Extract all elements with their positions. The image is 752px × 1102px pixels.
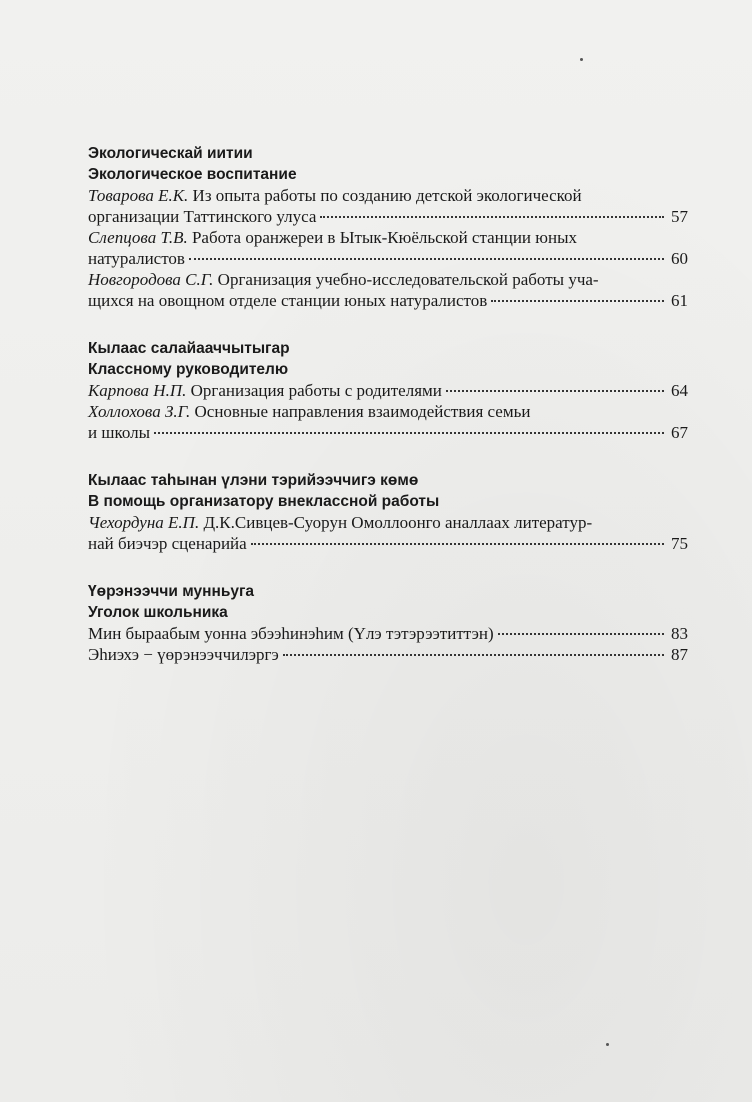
toc-section bbox=[88, 143, 688, 311]
toc-entry[interactable] bbox=[88, 269, 688, 311]
speck bbox=[606, 1043, 609, 1046]
toc-entry[interactable] bbox=[88, 512, 688, 554]
entry-author: Холлохова З.Г. bbox=[88, 402, 191, 421]
entry-title: Работа оранжереи в Ытык-Кюёльской станции юных bbox=[191, 228, 578, 247]
entry-author: Слепцова Т.В. bbox=[88, 228, 188, 247]
entry-author: Новгородова С.Г. bbox=[88, 270, 214, 289]
page-number: 67 bbox=[671, 423, 688, 442]
leader-dots bbox=[154, 432, 664, 434]
leader-dots bbox=[498, 633, 664, 635]
page-number: 60 bbox=[671, 249, 688, 268]
entry-author: Товарова Е.К. bbox=[88, 186, 189, 205]
entry-title: Из опыта работы по созданию детской экологической bbox=[192, 186, 582, 205]
toc-entry[interactable] bbox=[88, 401, 688, 443]
section-title-russian: Классному руководителю bbox=[88, 361, 289, 378]
speck bbox=[580, 58, 583, 61]
section-title-russian: Уголок школьника bbox=[88, 604, 228, 621]
entry-title-cont: организации Таттинского улуса bbox=[88, 207, 317, 226]
toc-section bbox=[88, 581, 688, 665]
leader-dots bbox=[320, 216, 664, 218]
section-title-sakha: Үөрэнээччи мунньуга bbox=[88, 583, 255, 600]
page-number: 61 bbox=[671, 291, 688, 310]
section-title-russian: Экологическое воспитание bbox=[88, 166, 297, 183]
entry-title: Организация работы с родителями bbox=[190, 381, 442, 400]
toc-section bbox=[88, 338, 688, 443]
entry-title: Эһиэхэ − үөрэнээччилэргэ bbox=[88, 645, 279, 664]
page-number: 57 bbox=[671, 207, 688, 226]
section-title-sakha: Кылаас салайааччытыгар bbox=[88, 340, 290, 357]
entry-title-cont: и школы bbox=[88, 423, 151, 442]
toc-section bbox=[88, 470, 688, 554]
entry-title-cont: най биэчэр сценарийа bbox=[88, 534, 247, 553]
leader-dots bbox=[491, 300, 664, 302]
table-of-contents bbox=[88, 143, 688, 692]
entry-author: Чехордуна Е.П. bbox=[88, 513, 200, 532]
page-number: 64 bbox=[671, 381, 688, 400]
leader-dots bbox=[446, 390, 664, 392]
section-title-russian: В помощь организатору внеклассной работы bbox=[88, 493, 440, 510]
leader-dots bbox=[283, 654, 664, 656]
section-title-sakha: Кылаас таһынан үлэни тэрийээччигэ көмө bbox=[88, 472, 419, 489]
toc-entry[interactable] bbox=[88, 623, 688, 644]
leader-dots bbox=[189, 258, 664, 260]
page-number: 75 bbox=[671, 534, 688, 553]
section-title-sakha: Экологическай иитии bbox=[88, 145, 253, 162]
entry-title: Организация учебно-исследовательской работы уча- bbox=[217, 270, 599, 289]
entry-title: Основные направления взаимодействия семьи bbox=[194, 402, 531, 421]
entry-title: Мин быраабым уонна эбээһинэһим (Үлэ тэтэрээтиттэн) bbox=[88, 624, 494, 643]
leader-dots bbox=[251, 543, 664, 545]
entry-title-cont: натуралистов bbox=[88, 249, 185, 268]
toc-entry[interactable] bbox=[88, 185, 688, 227]
entry-title-cont: щихся на овощном отделе станции юных натуралистов bbox=[88, 291, 488, 310]
toc-entry[interactable] bbox=[88, 227, 688, 269]
entry-title: Д.К.Сивцев-Суорун Омоллоонго аналлаах литератур- bbox=[203, 513, 593, 532]
page-number: 83 bbox=[671, 624, 688, 643]
entry-author: Карпова Н.П. bbox=[88, 381, 187, 400]
toc-entry[interactable] bbox=[88, 644, 688, 665]
page-number: 87 bbox=[671, 645, 688, 664]
toc-entry[interactable] bbox=[88, 380, 688, 401]
